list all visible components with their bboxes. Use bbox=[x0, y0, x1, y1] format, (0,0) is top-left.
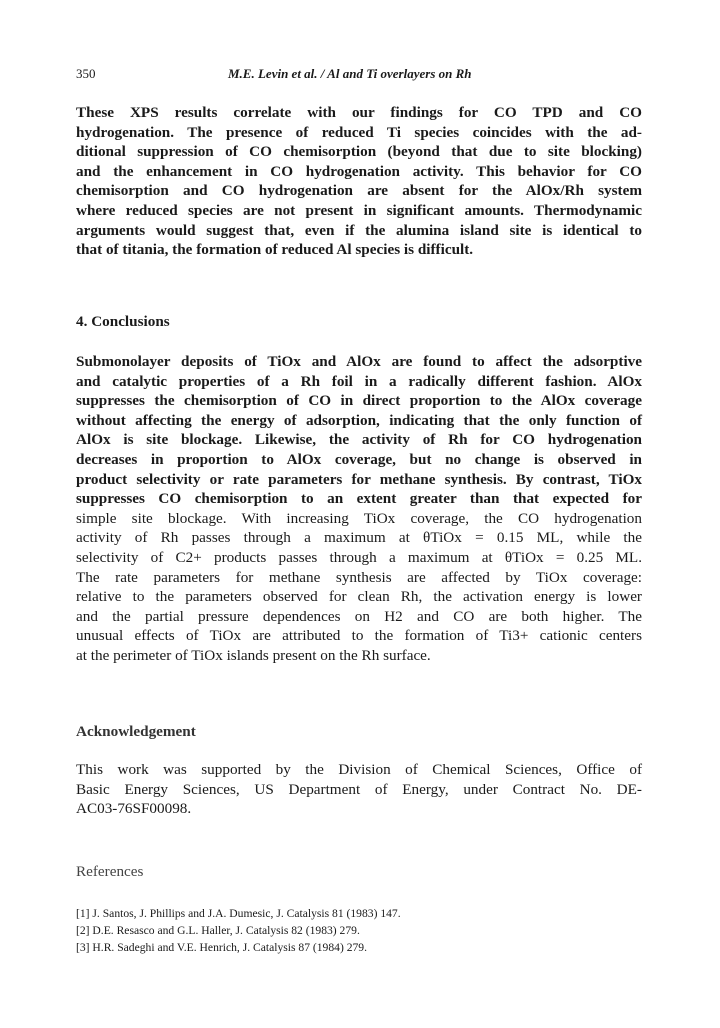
paragraph-line: suppresses the chemisorption of CO in direct proportion to the AlOx coverage bbox=[76, 392, 642, 410]
references-heading: References bbox=[76, 863, 144, 880]
paragraph-line: that of titania, the formation of reduced Al species is difficult. bbox=[76, 241, 474, 259]
paragraph-line: and catalytic properties of a Rh foil in a radically different fashion. AlOx bbox=[76, 372, 642, 390]
acknowledgement-heading: Acknowledgement bbox=[76, 723, 196, 740]
paragraph-line: chemisorption and CO hydrogenation are absent for the AlOx/Rh system bbox=[76, 182, 642, 200]
paragraph-line: arguments would suggest that, even if the alumina island site is identical to bbox=[76, 221, 642, 239]
paragraph-line: This work was supported by the Division of Chemical Sciences, Office of bbox=[76, 761, 642, 778]
paragraph-line: Submonolayer deposits of TiOx and AlOx are found to affect the adsorptive bbox=[76, 353, 642, 370]
conclusions-heading: 4. Conclusions bbox=[76, 313, 170, 330]
paragraph-line: and the partial pressure dependences on H2 and CO are both higher. The bbox=[76, 607, 642, 625]
paragraph-line: hydrogenation. The presence of reduced Ti species coincides with the ad- bbox=[76, 123, 642, 141]
page-header bbox=[76, 66, 644, 86]
paragraph-line: AC03-76SF00098. bbox=[76, 800, 192, 818]
reference-item: [2] D.E. Resasco and G.L. Haller, J. Catalysis 82 (1983) 279. bbox=[76, 924, 360, 937]
running-title: M.E. Levin et al. / Al and Ti overlayers on Rh bbox=[228, 66, 472, 81]
reference-item: [3] H.R. Sadeghi and V.E. Henrich, J. Catalysis 87 (1984) 279. bbox=[76, 941, 367, 954]
paragraph-line: unusual effects of TiOx are attributed to the formation of Ti3+ cationic centers bbox=[76, 627, 642, 645]
paragraph-line: without affecting the energy of adsorption, indicating that the only function of bbox=[76, 411, 642, 429]
paragraph-line: Basic Energy Sciences, US Department of Energy, under Contract No. DE- bbox=[76, 780, 642, 798]
references-list bbox=[76, 905, 642, 956]
paragraph-line: activity of Rh passes through a maximum at θTiOx = 0.15 ML, while the bbox=[76, 529, 642, 547]
paragraph-line: selectivity of C2+ products passes through a maximum at θTiOx = 0.25 ML. bbox=[76, 548, 642, 566]
page-number: 350 bbox=[76, 66, 96, 81]
paragraph-line: at the perimeter of TiOx islands present on the Rh surface. bbox=[76, 646, 431, 664]
conclusions-paragraph bbox=[76, 352, 642, 666]
paragraph-line: relative to the parameters observed for clean Rh, the activation energy is lower bbox=[76, 588, 642, 606]
paragraph-line: and the enhancement in CO hydrogenation activity. This behavior for CO bbox=[76, 162, 642, 180]
xps-paragraph bbox=[76, 103, 642, 260]
paragraph-line: The rate parameters for methane synthesis are affected by TiOx coverage: bbox=[76, 568, 642, 586]
paragraph-line: decreases in proportion to AlOx coverage, but no change is observed in bbox=[76, 450, 642, 468]
paragraph-line: product selectivity or rate parameters for methane synthesis. By contrast, TiOx bbox=[76, 470, 642, 488]
paragraph-line: AlOx is site blockage. Likewise, the activity of Rh for CO hydrogenation bbox=[76, 431, 642, 449]
paragraph-line: simple site blockage. With increasing TiOx coverage, the CO hydrogenation bbox=[76, 509, 642, 527]
paragraph-line: ditional suppression of CO chemisorption (beyond that due to site blocking) bbox=[76, 143, 642, 161]
paragraph-line: These XPS results correlate with our findings for CO TPD and CO bbox=[76, 104, 642, 121]
acknowledgement-paragraph bbox=[76, 760, 642, 819]
paragraph-line: where reduced species are not present in significant amounts. Thermodynamic bbox=[76, 201, 642, 219]
reference-item: [1] J. Santos, J. Phillips and J.A. Dumesic, J. Catalysis 81 (1983) 147. bbox=[76, 907, 401, 920]
paragraph-line: suppresses CO chemisorption to an extent greater than that expected for bbox=[76, 490, 642, 508]
